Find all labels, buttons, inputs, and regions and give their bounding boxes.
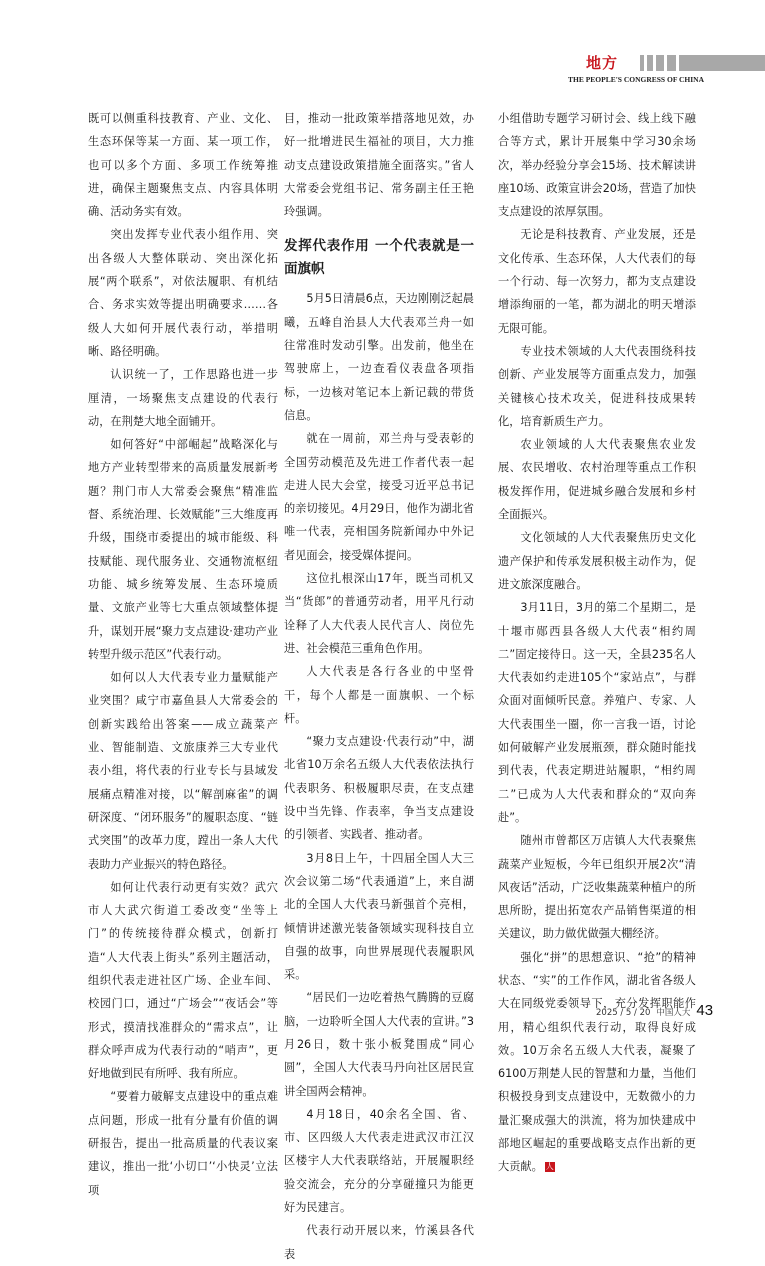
article-paragraph: 3月8日上午，十四届全国人大三次会议第二场“代表通道”上，来自湖北的全国人大代表马新强首个亮相，倾情讲述激光装备领域实现科技自立自强的故事，向世界展现代表履职风采。 — [284, 851, 474, 982]
article-paragraph: 农业领域的人大代表聚焦农业发展、农民增收、农村治理等重点工作积极发挥作用，促进城乡融合发展和乡村全面振兴。 — [498, 438, 696, 522]
article-paragraph: 突出发挥专业代表小组作用、突出各级人大整体联动、突出深化拓展“两个联系”，对依法履职、有机结合、务求实效等提出明确要求……各级人大如何开展代表行动，举措明晰、路径明确。 — [88, 228, 278, 358]
article-paragraph — [498, 946, 696, 1179]
article-paragraph: 4月18日，40余名全国、省、市、区四级人大代表走进武汉市江汉区楼宇人大代表联络站，开展履职经验交流会，充分的分享碰撞只为能更好为民建言。 — [284, 1107, 474, 1215]
article-paragraph: 小组借助专题学习研讨会、线上线下融合等方式，累计开展集中学习30余场次，举办经验分享会15场、技术解读讲座10场、政策宣讲会20场，营造了加快支点建设的浓厚氛围。 — [498, 112, 696, 219]
section-heading: 发挥代表作用 一个代表就是一面旗帜 — [284, 238, 474, 278]
article-paragraph: 3月11日，3月的第二个星期二，是十堰市郧西县各级人大代表“相约周二”固定接待日。这一天，全县235名人大代表如约走进105个“家站点”，与群众面对面倾听民意。养殖户、专家、人大代表围坐一圈，你一言我一语，讨论如何破解产业发展瓶颈，群众随时能找到代表，代表定期进站履职，“相约周二”已成为人大代表和群众的“双向奔赴”。 — [498, 601, 696, 824]
article-paragraph: 如何答好“中部崛起”战略深化与地方产业转型带来的高质量发展新考题？荆门市人大常委会聚焦“精准监督、系统治理、长效赋能”三大维度再升级，围绕市委提出的城市能级、科技赋能、现代服务业、交通物流枢纽功能、城乡统筹发展、生态环境质量、文旅产业等七大重点领域整体提升，谋划开展“聚力支点建设·建功产业转型升级示范区”代表行动。 — [88, 438, 278, 661]
article-paragraph: 无论是科技教育、产业发展，还是文化传承、生态环保，人大代表们的每一个行动、每一次努力，都为支点建设增添绚丽的一笔，都为湖北的明天增添无限可能。 — [498, 228, 696, 335]
decor-bar — [640, 55, 644, 71]
article-paragraph: 认识统一了，工作思路也进一步厘清，一场聚焦支点建设的代表行动，在荆楚大地全面铺开。 — [88, 368, 278, 428]
decor-bar — [656, 55, 664, 71]
article-paragraph: “居民们一边吃着热气腾腾的豆腐脑，一边聆听全国人大代表的宣讲。”3月26日，数十张小板凳围成“同心圆”，全国人大代表马丹向社区居民宣讲全国两会精神。 — [284, 991, 474, 1098]
article-paragraph: 如何以人大代表专业力量赋能产业突围？咸宁市嘉鱼县人大常委会的创新实践给出答案——成立蔬菜产业、智能制造、文旅康养三大专业代表小组，将代表的行业专长与县域发展痛点精准对接，以“解剖麻雀”的调研深度、“闭环服务”的履职态度、“链式突围”的改革力度，蹚出一条人大代表助力产业振兴的特色路径。 — [88, 671, 278, 871]
page-number: 43 — [696, 1002, 714, 1019]
article-paragraph: 这位扎根深山17年，既当司机又当“货郎”的普通劳动者，用平凡行动诠释了人大代表人民代言人、岗位先进、社会模范三重角色作用。 — [284, 572, 474, 655]
article-paragraph: 人大代表是各行各业的中坚骨干，每个人都是一面旗帜、一个标杆。 — [284, 665, 474, 725]
article-paragraph: 代表行动开展以来，竹溪县各代表 — [284, 1224, 474, 1261]
section-label: 地方 — [586, 54, 619, 72]
article-paragraph: 目，推动一批政策举措落地见效，办好一批增进民生福祉的项目，大力推动支点建设政策措施全面落实。”省人大常委会党组书记、常务副主任王艳玲强调。 — [284, 112, 474, 219]
article-column-2 — [284, 107, 474, 1266]
page-footer — [596, 1002, 713, 1019]
decor-bar — [647, 55, 653, 71]
article-paragraph: 随州市曾都区万店镇人大代表聚焦蔬菜产业短板，今年已组织开展2次“清风夜话”活动，广泛收集蔬菜种植户的所思所盼，提出拓宽农产品销售渠道的相关建议，助力做优做强大棚经济。 — [498, 834, 696, 941]
article-column-1 — [88, 107, 278, 1202]
magazine-name: 中国人大 — [656, 1008, 691, 1018]
article-paragraph: 专业技术领域的人大代表围绕科技创新、产业发展等方面重点发力，加强关键核心技术攻关，促进科技成果转化，培育新质生产力。 — [498, 344, 696, 428]
magazine-subtitle: THE PEOPLE'S CONGRESS OF CHINA — [568, 75, 704, 84]
decor-bar — [667, 55, 677, 71]
article-paragraph: “聚力支点建设·代表行动”中，湖北省10万余名五级人大代表依法执行代表职务、积极履职尽责，在支点建设中当先锋、作表率，争当支点建设的引领者、实践者、推动者。 — [284, 735, 474, 842]
header-decor-bars — [640, 55, 765, 71]
decor-bar — [679, 55, 765, 71]
article-paragraph: 5月5日清晨6点，天边刚刚泛起晨曦，五峰自治县人大代表邓兰舟一如往常准时发动引擎。出发前，他坐在驾驶席上，一边查看仪表盘各项指标，一边核对笔记本上新记载的带货信息。 — [284, 292, 474, 422]
article-paragraph: 既可以侧重科技教育、产业、文化、生态环保等某一方面、某一项工作，也可以多个方面、多项工作统筹推进，确保主题聚焦支点、内容具体明确、活动务实有效。 — [88, 112, 278, 219]
article-paragraph: 就在一周前，邓兰舟与受表彰的全国劳动模范及先进工作者代表一起走进人民大会堂，接受习近平总书记的亲切接见。4月29日，他作为湖北省唯一代表，亮相国务院新闻办中外记者见面会，接受媒体提问。 — [284, 432, 474, 562]
article-paragraph-text: 强化“拼”的思想意识、“抢”的精神状态、“实”的工作作风，湖北省各级人大在同级党委领导下，充分发挥职能作用，精心组织代表行动，取得良好成效。10万余名五级人大代表，凝聚了6100万荆楚人民的智慧和力量，当他们积极投身到支点建设中，无数微小的力量汇聚成强大的洪流，将为加快建成中部地区崛起的重要战略支点作出新的更大贡献。 — [498, 950, 696, 1174]
article-paragraph: 如何让代表行动更有实效？武穴市人大武穴街道工委改变“坐等上门”的传统接待群众模式，创新打造“人大代表上街头”系列主题活动，组织代表走进社区广场、企业车间、校园门口，通过“广场会”“夜话会”等形式，摸清找准群众的“需求点”，让群众呼声成为代表行动的“哨声”，更好地做到民有所呼、我有所应。 — [88, 880, 278, 1081]
issue-date: 2025 / 5 / 20 — [596, 1008, 651, 1018]
end-mark-icon: 人 — [545, 1162, 554, 1172]
article-paragraph: “要着力破解支点建设中的重点难点问题，形成一批有分量有价值的调研报告，提出一批高质量的代表议案建议，推出一批‘小切口’‘小快灵’立法项 — [88, 1090, 278, 1197]
article-paragraph: 文化领域的人大代表聚焦历史文化遗产保护和传承发展积极主动作为，促进文旅深度融合。 — [498, 531, 696, 591]
